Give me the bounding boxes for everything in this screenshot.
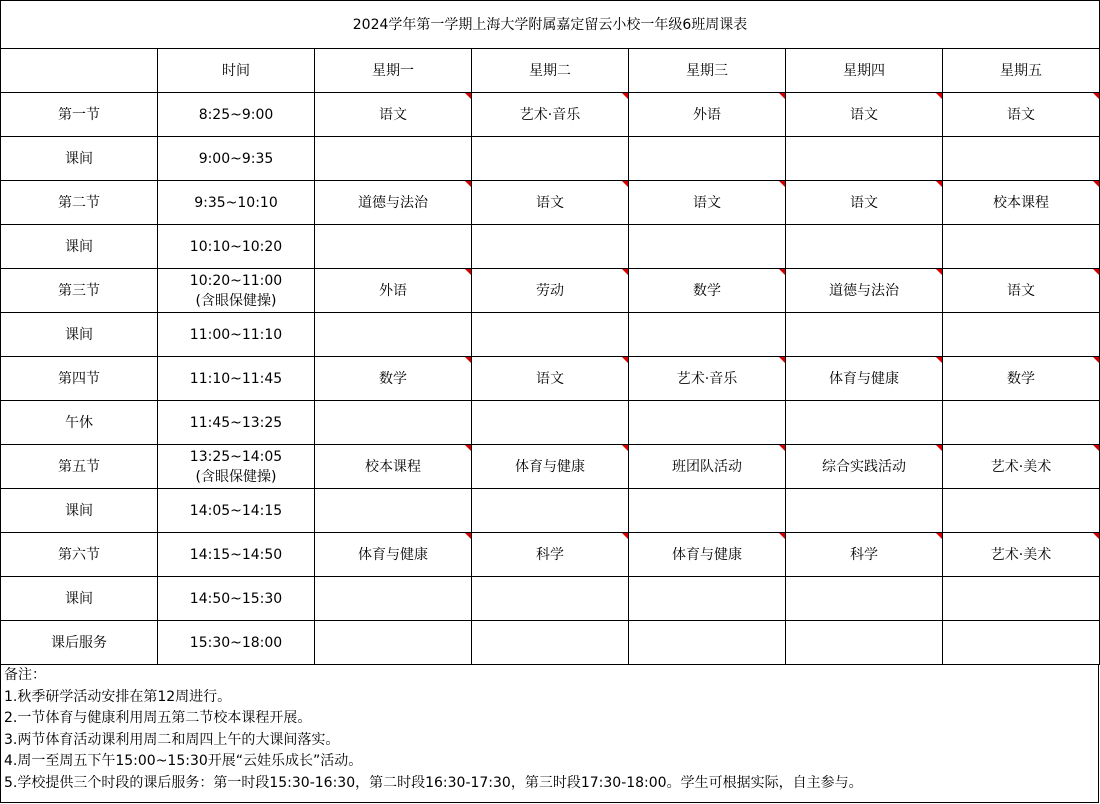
period-time	[158, 577, 315, 621]
time-line: 10:20~11:00	[189, 272, 283, 289]
class-cell	[786, 489, 943, 533]
class-cell: 体育与健康	[472, 445, 629, 489]
class-cell	[943, 313, 1100, 357]
class-cell: 科学	[472, 533, 629, 577]
class-cell	[629, 401, 786, 445]
period-label: 课后服务	[1, 621, 158, 665]
class-cell	[315, 401, 472, 445]
class-cell	[786, 313, 943, 357]
note-item: 2.一节体育与健康利用周五第二节校本课程开展。	[4, 710, 312, 727]
header-thursday: 星期四	[786, 49, 943, 93]
class-cell: 综合实践活动	[786, 445, 943, 489]
period-time	[158, 489, 315, 533]
period-label: 课间	[1, 137, 158, 181]
header-monday: 星期一	[315, 49, 472, 93]
class-cell: 艺术·美术	[943, 445, 1100, 489]
class-cell: 数学	[315, 357, 472, 401]
class-cell: 语文	[315, 93, 472, 137]
class-cell	[786, 401, 943, 445]
header-blank	[1, 49, 158, 93]
table-row	[1, 357, 1100, 401]
page-title: 2024学年第一学期上海大学附属嘉定留云小校一年级6班周课表	[1, 1, 1100, 49]
class-cell: 语文	[943, 269, 1100, 313]
note-item: 1.秋季研学活动安排在第12周进行。	[4, 688, 232, 705]
class-cell: 科学	[786, 533, 943, 577]
class-cell: 语文	[472, 357, 629, 401]
class-cell: 体育与健康	[315, 533, 472, 577]
time-line: 14:50~15:30	[189, 590, 283, 607]
class-cell	[786, 621, 943, 665]
class-cell	[472, 401, 629, 445]
time-line: (含眼保健操)	[195, 292, 277, 309]
class-cell	[629, 577, 786, 621]
table-row	[1, 181, 1100, 225]
table-row	[1, 401, 1100, 445]
class-cell	[786, 137, 943, 181]
class-cell: 劳动	[472, 269, 629, 313]
class-cell: 校本课程	[943, 181, 1100, 225]
period-time	[158, 313, 315, 357]
period-time	[158, 357, 315, 401]
time-line: 15:30~18:00	[189, 634, 283, 651]
table-row	[1, 93, 1100, 137]
period-label: 第一节	[1, 93, 158, 137]
table-row	[1, 621, 1100, 665]
class-cell: 语文	[629, 181, 786, 225]
time-line: (含眼保健操)	[195, 468, 277, 485]
period-label: 课间	[1, 577, 158, 621]
period-label: 课间	[1, 313, 158, 357]
period-time	[158, 93, 315, 137]
period-label: 第二节	[1, 181, 158, 225]
class-cell	[315, 137, 472, 181]
period-label: 第四节	[1, 357, 158, 401]
class-cell: 体育与健康	[786, 357, 943, 401]
table-row	[1, 577, 1100, 621]
class-cell	[472, 621, 629, 665]
header-friday: 星期五	[943, 49, 1100, 93]
time-line: 14:05~14:15	[189, 502, 283, 519]
class-cell	[629, 621, 786, 665]
period-label: 课间	[1, 225, 158, 269]
time-line: 9:00~9:35	[198, 150, 274, 167]
class-cell: 班团队活动	[629, 445, 786, 489]
period-label: 课间	[1, 489, 158, 533]
class-cell	[315, 313, 472, 357]
period-time	[158, 225, 315, 269]
notes-section	[0, 665, 1099, 803]
class-cell	[472, 137, 629, 181]
time-line: 13:25~14:05	[189, 448, 283, 465]
time-line: 9:35~10:10	[194, 194, 278, 211]
table-row	[1, 489, 1100, 533]
class-cell	[472, 225, 629, 269]
class-cell: 校本课程	[315, 445, 472, 489]
table-row	[1, 137, 1100, 181]
period-time	[158, 269, 315, 313]
period-time	[158, 137, 315, 181]
time-line: 10:10~10:20	[189, 238, 283, 255]
table-row	[1, 269, 1100, 313]
period-label: 第五节	[1, 445, 158, 489]
class-cell: 体育与健康	[629, 533, 786, 577]
class-cell: 数学	[629, 269, 786, 313]
class-cell: 语文	[943, 93, 1100, 137]
table-row	[1, 313, 1100, 357]
period-time	[158, 621, 315, 665]
time-line: 14:15~14:50	[189, 546, 283, 563]
period-time	[158, 445, 315, 489]
class-cell: 艺术·美术	[943, 533, 1100, 577]
class-cell	[943, 577, 1100, 621]
class-cell: 艺术·音乐	[472, 93, 629, 137]
class-cell	[786, 225, 943, 269]
time-line: 11:00~11:10	[189, 326, 283, 343]
class-cell: 语文	[786, 181, 943, 225]
class-cell: 语文	[786, 93, 943, 137]
class-cell: 语文	[472, 181, 629, 225]
class-cell	[629, 137, 786, 181]
period-time	[158, 401, 315, 445]
class-cell: 数学	[943, 357, 1100, 401]
class-cell	[943, 621, 1100, 665]
class-cell	[786, 577, 943, 621]
period-time	[158, 533, 315, 577]
class-cell: 外语	[315, 269, 472, 313]
class-cell	[472, 577, 629, 621]
note-item: 3.两节体育活动课利用周二和周四上午的大课间落实。	[4, 731, 340, 748]
header-time: 时间	[158, 49, 315, 93]
table-row	[1, 533, 1100, 577]
class-cell	[629, 489, 786, 533]
header-wednesday: 星期三	[629, 49, 786, 93]
class-cell	[315, 225, 472, 269]
class-cell	[629, 225, 786, 269]
period-label: 午休	[1, 401, 158, 445]
class-cell	[315, 621, 472, 665]
period-label: 第三节	[1, 269, 158, 313]
class-cell	[472, 489, 629, 533]
class-cell	[943, 225, 1100, 269]
note-item: 5.学校提供三个时段的课后服务：第一时段15:30-16:30，第二时段16:30-17:30，第三时段17:30-18:00。学生可根据实际，自主参与。	[4, 774, 863, 791]
class-cell: 道德与法治	[315, 181, 472, 225]
class-cell	[943, 137, 1100, 181]
time-line: 11:45~13:25	[189, 414, 283, 431]
class-cell	[629, 313, 786, 357]
table-row	[1, 225, 1100, 269]
time-line: 11:10~11:45	[189, 370, 283, 387]
notes-heading: 备注：	[4, 667, 46, 683]
class-cell	[315, 489, 472, 533]
header-row	[1, 49, 1100, 93]
class-cell: 外语	[629, 93, 786, 137]
period-label: 第六节	[1, 533, 158, 577]
class-cell	[315, 577, 472, 621]
note-item: 4.周一至周五下午15:00~15:30开展“云娃乐成长”活动。	[4, 753, 363, 770]
class-cell: 艺术·音乐	[629, 357, 786, 401]
class-cell	[472, 313, 629, 357]
header-tuesday: 星期二	[472, 49, 629, 93]
class-cell	[943, 401, 1100, 445]
class-cell	[943, 489, 1100, 533]
class-cell: 道德与法治	[786, 269, 943, 313]
time-line: 8:25~9:00	[198, 106, 274, 123]
table-row	[1, 445, 1100, 489]
period-time	[158, 181, 315, 225]
